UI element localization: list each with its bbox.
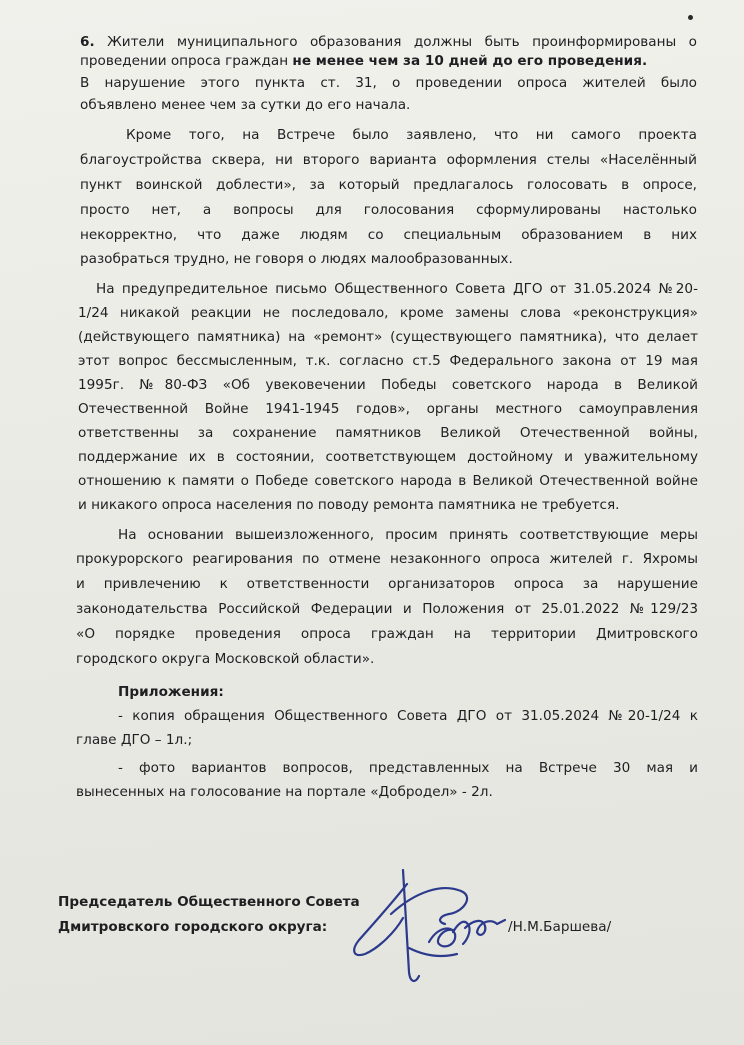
letter-line: (действующего памятника) на «ремонт» (существующего памятника), что делает [78,329,698,345]
meeting-line: пункт воинской доблести», за который предлагалось голосовать в опросе, [80,177,697,193]
item6-line1 [80,33,697,51]
signatory-name: /Н.М.Баршева/ [508,919,612,935]
item6-line2-end: . [641,53,648,69]
item6-line2-regular: проведении опроса граждан [80,53,293,69]
attachments-heading: Приложения: [118,684,224,700]
letter-line: отношению к памяти о Победе советского народа в Великой Отечественной войне [78,473,698,489]
meeting-line: Кроме того, на Встрече было заявлено, что ни самого проекта [126,127,697,143]
item6-line2 [80,52,647,70]
meeting-line: разобраться трудно, не говоря о людях малообразованных. [80,251,513,267]
attachment-item: - копия обращения Общественного Совета ДГО от 31.05.2024 №20-1/24 к [118,708,698,724]
attachment-item: вынесенных на голосование на портале «Добродел» - 2л. [76,784,493,800]
letter-line: поддержание их в состоянии, соответствующем достойному и уважительному [78,449,698,465]
meeting-line: благоустройства сквера, ни второго варианта оформления стелы «Населённый [80,152,697,168]
request-line: и привлечению к ответственности организаторов опроса за нарушение [76,576,698,592]
violation-line: объявлено менее чем за сутки до его начала. [80,97,411,113]
letter-line: 1995г. №80-ФЗ «Об увековечении Победы советского народа в Великой [78,377,698,393]
request-line: городского округа Московской области». [76,651,375,667]
meeting-line: просто нет, а вопросы для голосования сформулированы настолько [80,202,697,218]
ink-dot [688,15,693,20]
request-line: «О порядке проведения опроса граждан на территории Дмитровского [76,626,698,642]
meeting-line: некорректно, что даже людям со специальным образованием в них [80,227,697,243]
letter-line: На предупредительное письмо Общественного Совета ДГО от 31.05.2024 №20- [96,281,698,297]
signatory-organization: Дмитровского городского округа: [58,919,328,935]
handwritten-signature [345,862,515,992]
request-line: прокурорского реагирования по отмене незаконного опроса жителей г. Яхромы [76,551,698,567]
item6-text: Жители муниципального образования должны быть проинформированы о [107,34,697,50]
letter-line: ответственны за сохранение памятников Великой Отечественной войны, [78,425,698,441]
letter-line: Отечественной Войне 1941-1945 годов», органы местного самоуправления [78,401,698,417]
attachment-item: - фото вариантов вопросов, представленных на Встрече 30 мая и [118,760,698,776]
item6-line2-bold: не менее чем за 10 дней до его проведения [292,53,642,69]
letter-line: этот вопрос бессмысленным, т.к. согласно ст.5 Федерального закона от 19 мая [78,353,698,369]
letter-line: и никакого опроса населения по поводу ремонта памятника не требуется. [78,497,620,513]
request-line: На основании вышеизложенного, просим принять соответствующие меры [118,527,698,543]
request-line: законодательства Российской Федерации и Положения от 25.01.2022 №129/23 [76,601,698,617]
item6-number: 6. [80,34,95,50]
signatory-title: Председатель Общественного Совета [58,894,360,910]
letter-line: 1/24 никакой реакции не последовало, кроме замены слова «реконструкция» [78,305,698,321]
attachment-item: главе ДГО – 1л.; [76,732,193,748]
violation-line: В нарушение этого пункта ст. 31, о проведении опроса жителей было [80,75,697,91]
